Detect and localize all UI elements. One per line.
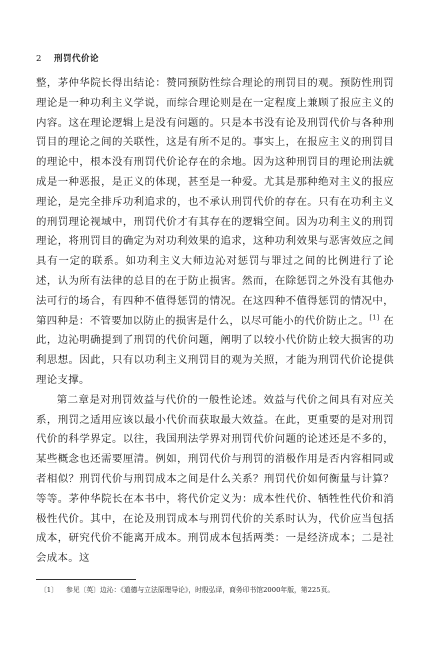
paragraph-2: 第二章是对刑罚效益与代价的一般性论述。效益与代价之间具有对应关系，刑罚之适用应该以最小代价而获取最大效益。在此，更重要的是对刑罚代价的科学界定。以往，我国刑法学界对刑罚代价问题的论述还是不多的，某些概念也还需要厘清。例如，刑罚代价与刑罚的消极作用是否内容相同或者相似？刑罚代价与刑罚成本之间是什么关系？刑罚代价如何衡量与计算？等等。茅仲华院长在本书中，将代价定义为：成本性代价、牺牲性代价和消极性代价。其中，在论及刑罚成本与刑罚代价的关系时认为，代价应当包括成本，研究代价不能离开成本。刑罚成本包括两类：一是经济成本；二是社会成本。这 xyxy=(36,393,394,565)
footnote-number: 〔1〕 xyxy=(40,586,58,594)
running-title: 刑罚代价论 xyxy=(54,54,100,64)
paragraph-1-text-b: 在此，边沁明确提到了刑罚的代价问题，阐明了以较小代价防止较大损害的功利思想。因此，只有以功利主义刑罚目的观为关照，才能为刑罚代价论提供理论支撑。 xyxy=(36,314,394,386)
running-header xyxy=(36,52,99,64)
page-number: 2 xyxy=(36,54,42,64)
paragraph-1-text-a: 整，茅仲华院长得出结论：赞同预防性综合理论的刑罚目的观。预防性刑罚理论是一种功利主义学说，而综合理论则是在一定程度上兼顾了报应主义的内容。这在理论逻辑上是没有问题的。只是本书没有论及刑罚代价与各种刑罚目的理论之间的关联性，这是有所不足的。事实上，在报应主义的刑罚目的理论中，根本没有刑罚代价论存在的余地。因为这种刑罚目的理论刑法就成是一种恶报，是正义的体现，甚至是一种爱。尤其是那种绝对主义的报应理论，是完全排斥功利追求的，也不承认刑罚代价的存在。只有在功利主义的刑罚理论视域中，刑罚代价才有其存在的逻辑空间。因为功利主义的刑罚理论，将刑罚目的确定为对功利效果的追求，这种功利效果与恶害效应之间具有一定的联系。如功利主义大师边沁对惩罚与罪过之间的比例进行了论述，认为所有法律的总目的在于防止损害。然而，在除惩罚之外没有其他办法可行的场合，有四种不值得惩罚的情况。在这四种不值得惩罚的情况中，第四种是：不管要加以防止的损害是什么，以尽可能小的代价防止之。 xyxy=(36,77,394,327)
footnote xyxy=(36,585,394,595)
footnote-reference[interactable]: [1] xyxy=(369,313,380,322)
body-text xyxy=(36,74,394,569)
footnote-text: 参见〔英〕边沁：《道德与立法原理导论》，时殷弘译，商务印书馆2000年版，第225页。 xyxy=(66,586,335,594)
footnote-divider xyxy=(36,579,136,580)
paragraph-1 xyxy=(36,74,394,391)
